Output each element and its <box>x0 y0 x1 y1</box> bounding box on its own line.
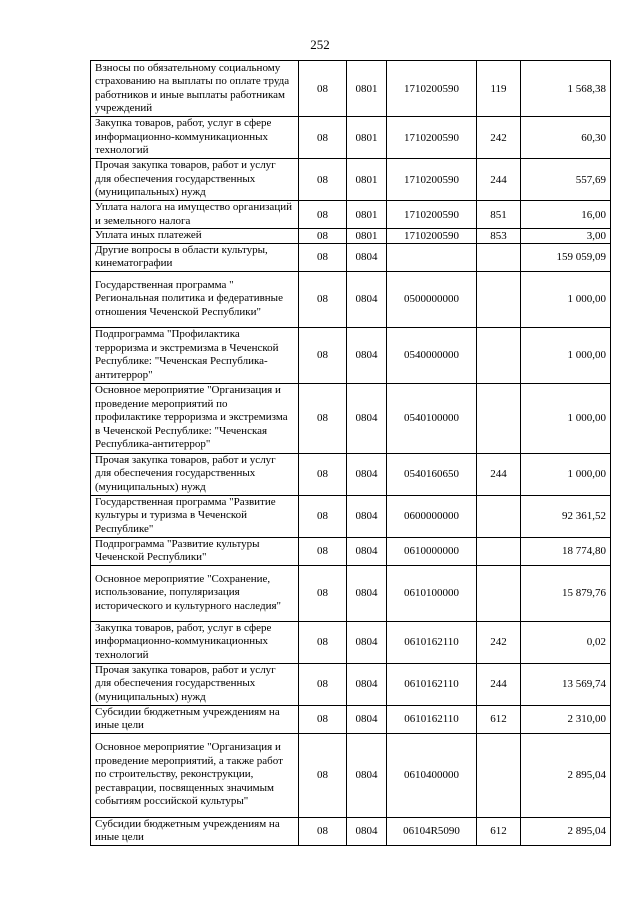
expense-name-cell: Основное мероприятие "Сохранение, использование, популяризация исторического и культурного наследия" <box>91 565 299 621</box>
target-article-cell: 0610162110 <box>387 663 477 705</box>
expense-name-cell: Субсидии бюджетным учреждениям на иные цели <box>91 817 299 845</box>
target-article-cell: 0610100000 <box>387 565 477 621</box>
table-row <box>91 495 611 537</box>
expense-name-cell: Закупка товаров, работ, услуг в сфере информационно-коммуникационных технологий <box>91 621 299 663</box>
ministry-code-cell: 08 <box>299 159 347 201</box>
budget-table-body <box>91 61 611 846</box>
expense-name-cell: Государственная программа " Региональная политика и федеративные отношения Чеченской Республики" <box>91 271 299 327</box>
amount-cell: 1 000,00 <box>521 327 611 383</box>
amount-cell: 15 879,76 <box>521 565 611 621</box>
expense-name-cell: Подпрограмма "Профилактика терроризма и экстремизма в Чеченской Республике: "Чеченская Республика-антитеррор" <box>91 327 299 383</box>
section-code-cell: 0804 <box>347 537 387 565</box>
amount-cell: 0,02 <box>521 621 611 663</box>
ministry-code-cell: 08 <box>299 229 347 244</box>
table-row <box>91 621 611 663</box>
ministry-code-cell: 08 <box>299 621 347 663</box>
ministry-code-cell: 08 <box>299 453 347 495</box>
ministry-code-cell: 08 <box>299 271 347 327</box>
table-row <box>91 453 611 495</box>
expense-name-cell: Основное мероприятие "Организация и проведение мероприятий по профилактике терроризма и экстремизма в Чеченской Республике: "Чеченская Республика-антитеррор" <box>91 383 299 453</box>
target-article-cell <box>387 243 477 271</box>
expense-name-cell: Прочая закупка товаров, работ и услуг для обеспечения государственных (муниципальных) нужд <box>91 159 299 201</box>
ministry-code-cell: 08 <box>299 117 347 159</box>
ministry-code-cell: 08 <box>299 565 347 621</box>
section-code-cell: 0804 <box>347 383 387 453</box>
section-code-cell: 0801 <box>347 201 387 229</box>
amount-cell: 2 310,00 <box>521 705 611 733</box>
expense-name-cell: Прочая закупка товаров, работ и услуг для обеспечения государственных (муниципальных) нужд <box>91 453 299 495</box>
expense-type-cell <box>477 327 521 383</box>
amount-cell: 60,30 <box>521 117 611 159</box>
amount-cell: 1 000,00 <box>521 271 611 327</box>
section-code-cell: 0804 <box>347 733 387 817</box>
ministry-code-cell: 08 <box>299 663 347 705</box>
expense-type-cell <box>477 537 521 565</box>
table-row <box>91 271 611 327</box>
expense-type-cell <box>477 271 521 327</box>
expense-name-cell: Основное мероприятие "Организация и проведение мероприятий, а также работ по строительству, реконструкции, реставрации, посвященных значимым событиям российской культуры" <box>91 733 299 817</box>
amount-cell: 557,69 <box>521 159 611 201</box>
ministry-code-cell: 08 <box>299 201 347 229</box>
ministry-code-cell: 08 <box>299 733 347 817</box>
ministry-code-cell: 08 <box>299 537 347 565</box>
ministry-code-cell: 08 <box>299 61 347 117</box>
amount-cell: 13 569,74 <box>521 663 611 705</box>
table-row <box>91 663 611 705</box>
target-article-cell: 06104R5090 <box>387 817 477 845</box>
expense-name-cell: Другие вопросы в области культуры, кинематографии <box>91 243 299 271</box>
table-row <box>91 117 611 159</box>
expense-type-cell: 242 <box>477 621 521 663</box>
expense-type-cell: 612 <box>477 817 521 845</box>
section-code-cell: 0804 <box>347 663 387 705</box>
ministry-code-cell: 08 <box>299 383 347 453</box>
amount-cell: 1 000,00 <box>521 453 611 495</box>
table-row <box>91 817 611 845</box>
expense-type-cell: 244 <box>477 159 521 201</box>
section-code-cell: 0804 <box>347 453 387 495</box>
amount-cell: 3,00 <box>521 229 611 244</box>
section-code-cell: 0801 <box>347 159 387 201</box>
section-code-cell: 0801 <box>347 61 387 117</box>
expense-type-cell: 853 <box>477 229 521 244</box>
target-article-cell: 0610400000 <box>387 733 477 817</box>
table-row <box>91 383 611 453</box>
target-article-cell: 0540100000 <box>387 383 477 453</box>
expense-type-cell <box>477 243 521 271</box>
target-article-cell: 0540160650 <box>387 453 477 495</box>
table-row <box>91 201 611 229</box>
budget-table <box>90 60 611 846</box>
target-article-cell: 1710200590 <box>387 61 477 117</box>
expense-name-cell: Субсидии бюджетным учреждениям на иные цели <box>91 705 299 733</box>
target-article-cell: 1710200590 <box>387 117 477 159</box>
section-code-cell: 0804 <box>347 271 387 327</box>
amount-cell: 1 568,38 <box>521 61 611 117</box>
ministry-code-cell: 08 <box>299 817 347 845</box>
amount-cell: 2 895,04 <box>521 733 611 817</box>
expense-type-cell: 119 <box>477 61 521 117</box>
expense-type-cell <box>477 733 521 817</box>
target-article-cell: 0500000000 <box>387 271 477 327</box>
target-article-cell: 1710200590 <box>387 201 477 229</box>
amount-cell: 16,00 <box>521 201 611 229</box>
target-article-cell: 0600000000 <box>387 495 477 537</box>
section-code-cell: 0804 <box>347 327 387 383</box>
target-article-cell: 0610162110 <box>387 705 477 733</box>
table-row <box>91 327 611 383</box>
section-code-cell: 0804 <box>347 621 387 663</box>
amount-cell: 2 895,04 <box>521 817 611 845</box>
section-code-cell: 0801 <box>347 117 387 159</box>
expense-type-cell: 244 <box>477 453 521 495</box>
amount-cell: 18 774,80 <box>521 537 611 565</box>
expense-type-cell: 851 <box>477 201 521 229</box>
table-row <box>91 243 611 271</box>
expense-type-cell: 242 <box>477 117 521 159</box>
table-row <box>91 705 611 733</box>
table-row <box>91 565 611 621</box>
expense-name-cell: Прочая закупка товаров, работ и услуг для обеспечения государственных (муниципальных) нужд <box>91 663 299 705</box>
section-code-cell: 0801 <box>347 229 387 244</box>
section-code-cell: 0804 <box>347 817 387 845</box>
expense-type-cell: 612 <box>477 705 521 733</box>
target-article-cell: 1710200590 <box>387 159 477 201</box>
section-code-cell: 0804 <box>347 495 387 537</box>
expense-type-cell <box>477 565 521 621</box>
amount-cell: 92 361,52 <box>521 495 611 537</box>
amount-cell: 1 000,00 <box>521 383 611 453</box>
target-article-cell: 0610162110 <box>387 621 477 663</box>
expense-type-cell: 244 <box>477 663 521 705</box>
section-code-cell: 0804 <box>347 565 387 621</box>
expense-name-cell: Закупка товаров, работ, услуг в сфере информационно-коммуникационных технологий <box>91 117 299 159</box>
expense-type-cell <box>477 495 521 537</box>
amount-cell: 159 059,09 <box>521 243 611 271</box>
table-row <box>91 537 611 565</box>
page-number: 252 <box>310 37 330 52</box>
target-article-cell: 0610000000 <box>387 537 477 565</box>
table-row <box>91 229 611 244</box>
ministry-code-cell: 08 <box>299 495 347 537</box>
target-article-cell: 0540000000 <box>387 327 477 383</box>
ministry-code-cell: 08 <box>299 705 347 733</box>
expense-name-cell: Подпрограмма "Развитие культуры Чеченской Республики" <box>91 537 299 565</box>
table-row <box>91 159 611 201</box>
section-code-cell: 0804 <box>347 705 387 733</box>
target-article-cell: 1710200590 <box>387 229 477 244</box>
table-row <box>91 61 611 117</box>
expense-name-cell: Государственная программа "Развитие культуры и туризма в Чеченской Республике" <box>91 495 299 537</box>
section-code-cell: 0804 <box>347 243 387 271</box>
ministry-code-cell: 08 <box>299 243 347 271</box>
expense-name-cell: Уплата налога на имущество организаций и земельного налога <box>91 201 299 229</box>
table-row <box>91 733 611 817</box>
ministry-code-cell: 08 <box>299 327 347 383</box>
expense-type-cell <box>477 383 521 453</box>
expense-name-cell: Уплата иных платежей <box>91 229 299 244</box>
expense-name-cell: Взносы по обязательному социальному страхованию на выплаты по оплате труда работников и иные выплаты работникам учреждений <box>91 61 299 117</box>
